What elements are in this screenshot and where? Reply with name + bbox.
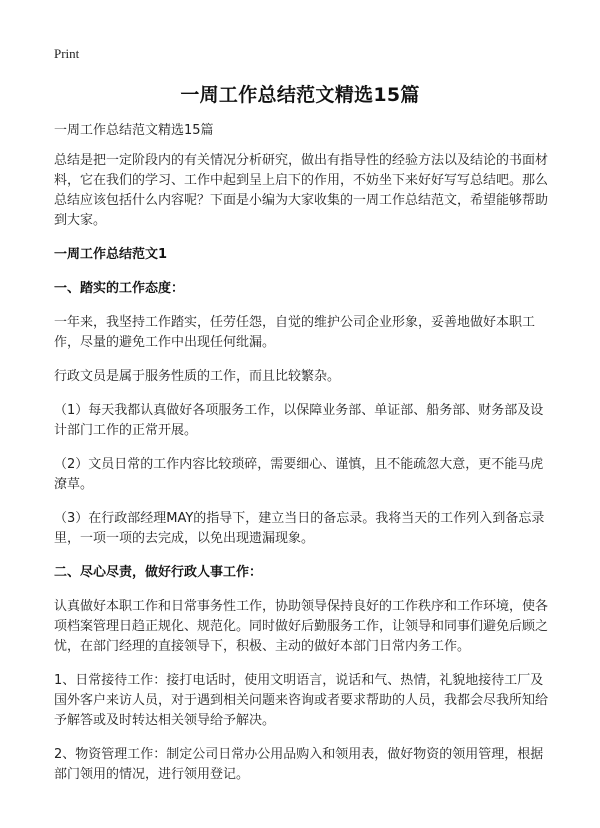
paragraph: （3）在行政部经理MAY的指导下，建立当日的备忘录。我将当天的工作列入到备忘录里，一项一项的去完成，以免出现遗漏现象。 [54, 511, 545, 546]
paragraph: （1）每天我都认真做好各项服务工作，以保障业务部、单证部、船务部、财务部及设计部门工作的正常开展。 [54, 403, 544, 438]
page-title: 一周工作总结范文精选15篇 [180, 84, 420, 106]
heading-work-attitude: 一、踏实的工作态度： [54, 281, 185, 296]
subtitle: 一周工作总结范文精选15篇 [54, 123, 214, 138]
paragraph: 一年来，我坚持工作踏实，任劳任怨，自觉的维护公司企业形象，妥善地做好本职工作，尽量的避免工作中出现任何纰漏。 [54, 315, 536, 350]
section-title: 一周工作总结范文1 [54, 247, 168, 262]
document-body [54, 121, 554, 799]
paragraph: （2）文员日常的工作内容比较琐碎，需要细心、谨慎，且不能疏忽大意，更不能马虎潦草。 [54, 457, 544, 492]
paragraph: 认真做好本职工作和日常事务性工作，协助领导保持良好的工作秩序和工作环境，使各项档案管理日趋正规化、规范化。同时做好后勤服务工作，让领导和同事们避免后顾之忧，在部门经理的直接领导下，积极、主动的做好本部门日常内务工作。 [54, 599, 549, 654]
paragraph: 1、日常接待工作：接打电话时，使用文明语言，说话和气、热情，礼貌地接待工厂及国外客户来访人员，对于遇到相关问题来咨询或者要求帮助的人员，我都会尽我所知给予解答或及时转达相关领导给予解决。 [54, 673, 549, 728]
paragraph: 2、物资管理工作：制定公司日常办公用品购入和领用表，做好物资的领用管理，根据部门领用的情况，进行领用登记。 [54, 747, 544, 782]
print-label[interactable]: Print [54, 46, 80, 61]
intro-paragraph: 总结是把一定阶段内的有关情况分析研究，做出有指导性的经验方法以及结论的书面材料，它在我们的学习、工作中起到呈上启下的作用，不妨坐下来好好写写总结吧。那么总结应该包括什么内容呢？下面是小编为大家收集的一周工作总结范文，希望能够帮助到大家。 [54, 153, 549, 228]
paragraph: 行政文员是属于服务性质的工作，而且比较繁杂。 [54, 369, 341, 384]
heading-admin-work: 二、尽心尽责，做好行政人事工作： [54, 565, 263, 580]
